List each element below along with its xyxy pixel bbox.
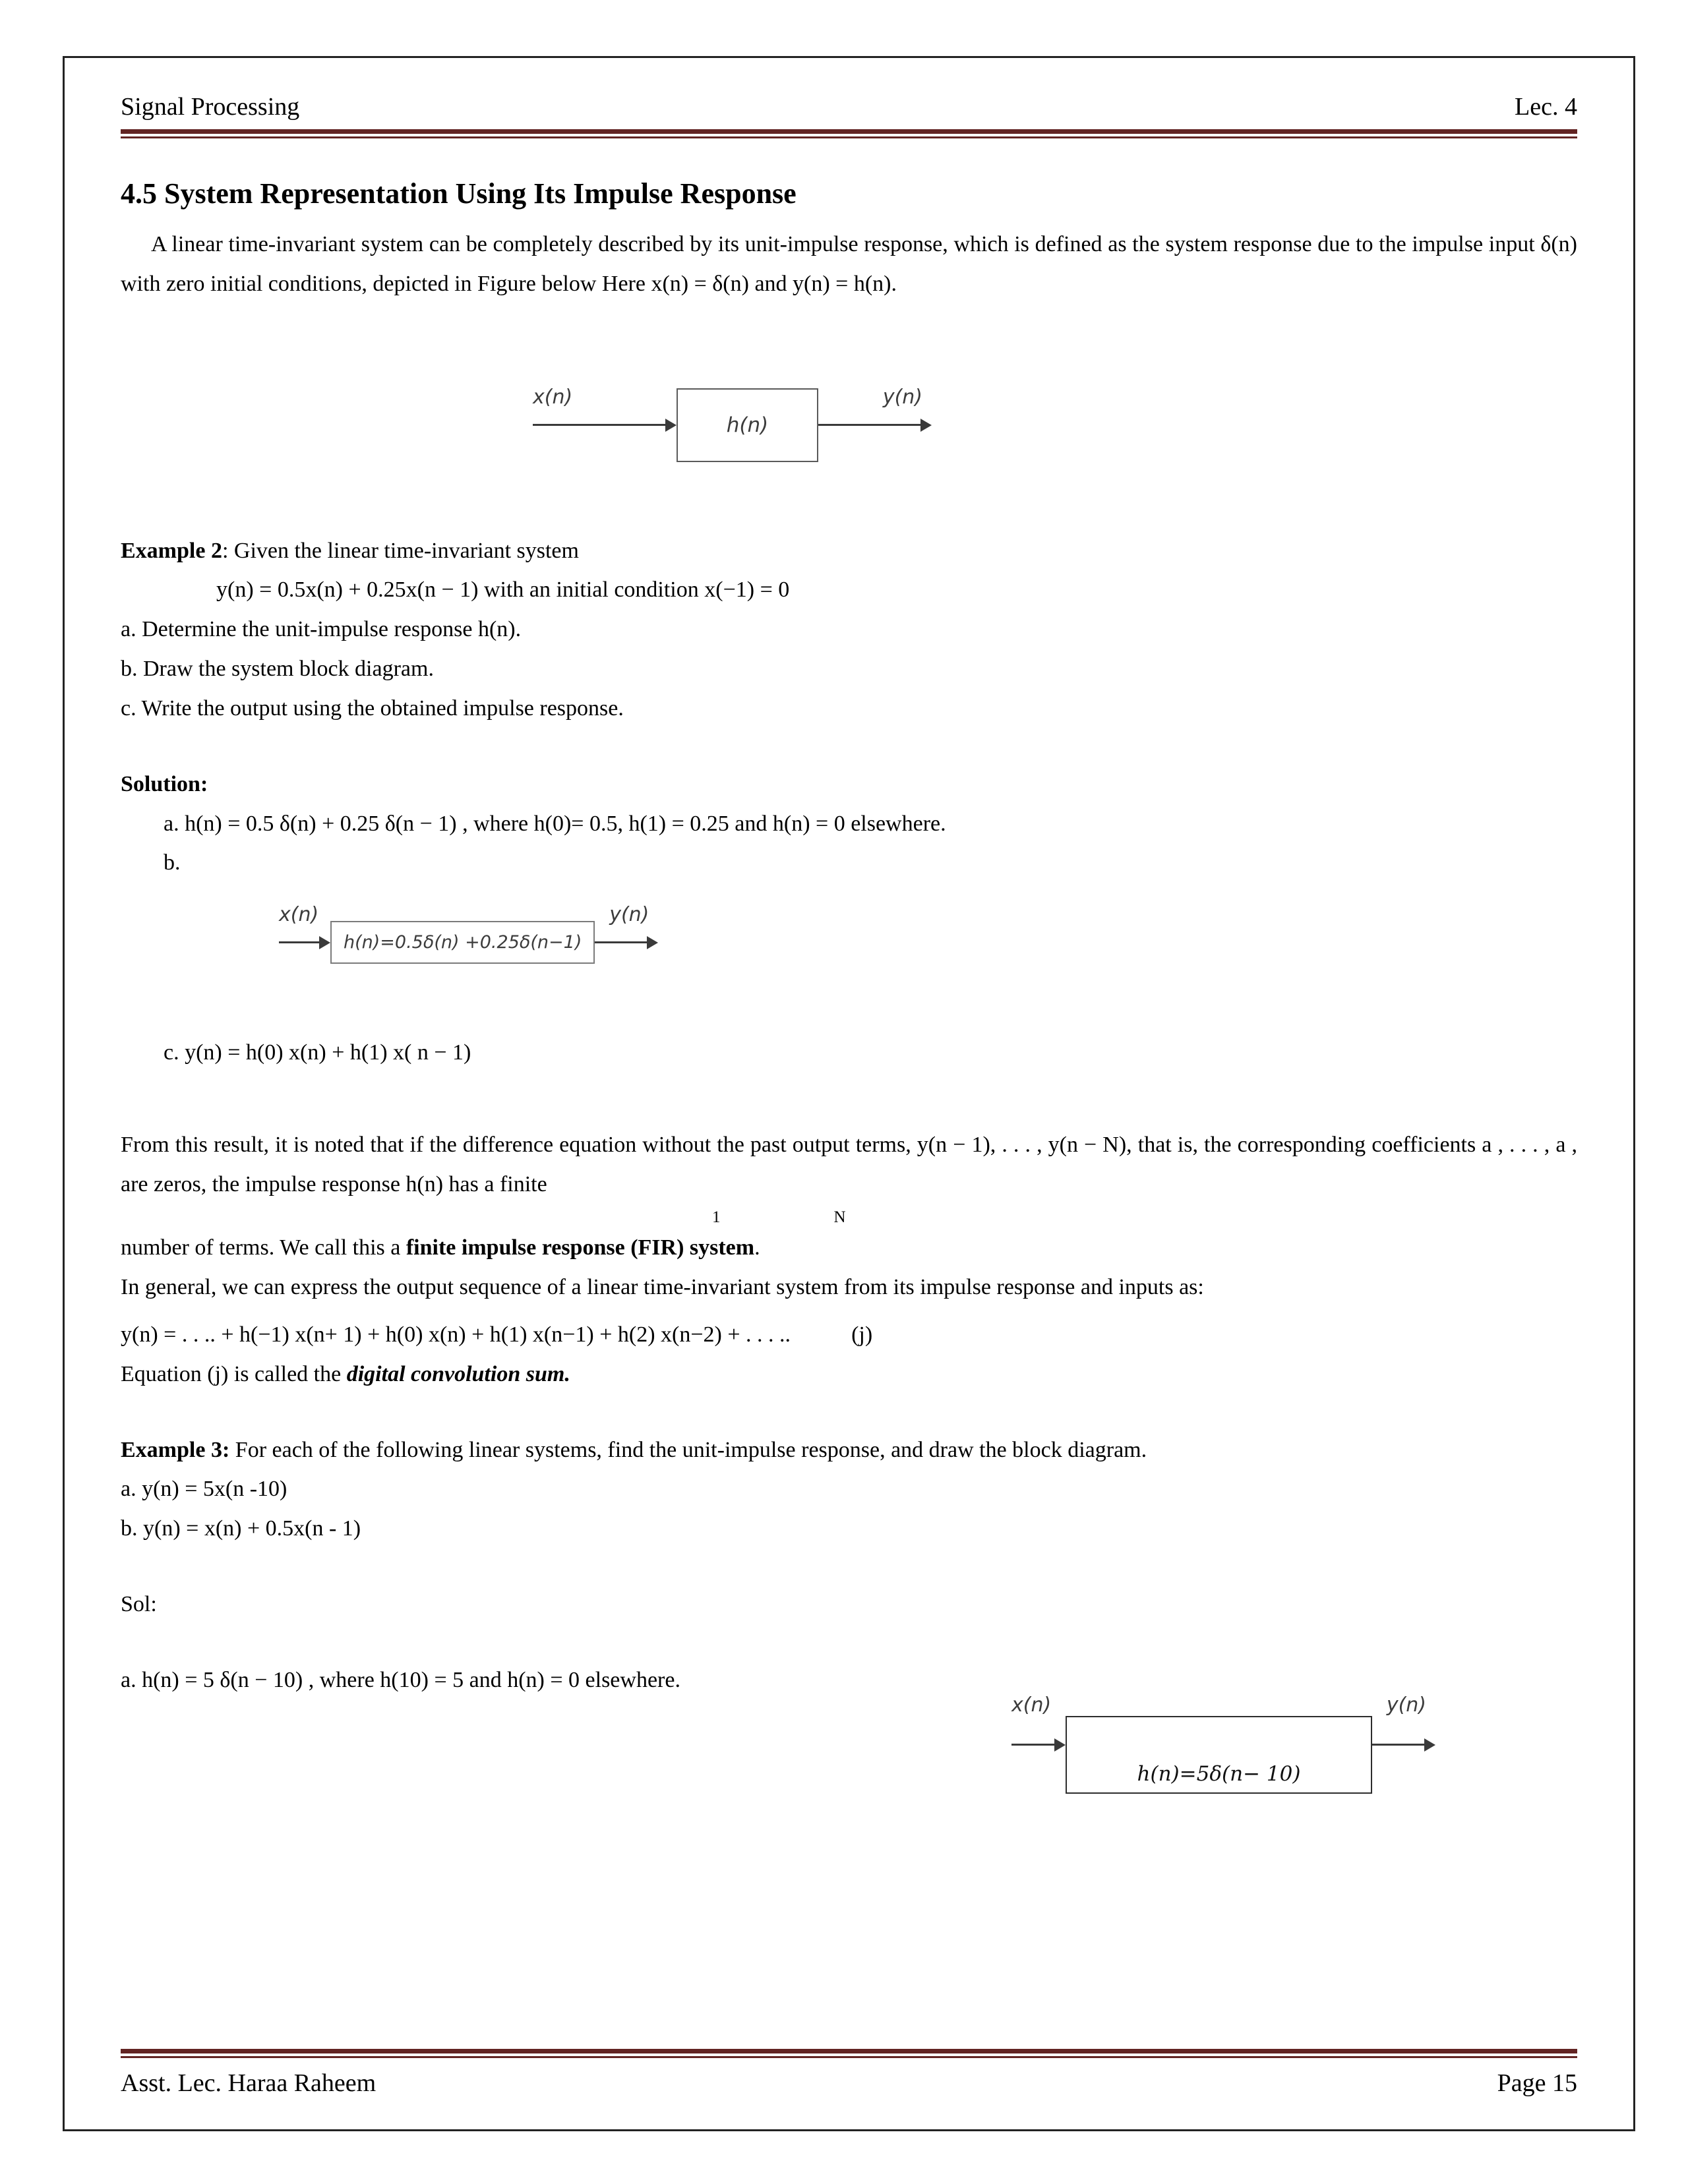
digital-convolution-sum-term: digital convolution sum. xyxy=(346,1361,570,1386)
example2-equation: y(n) = 0.5x(n) + 0.25x(n − 1) with an initial condition x(−1) = 0 xyxy=(216,577,790,603)
page-header xyxy=(121,92,1577,121)
arrow-head xyxy=(1054,1738,1066,1752)
fig1-system-box xyxy=(677,388,818,462)
fir-continued-post: . xyxy=(754,1235,760,1260)
arrow-head xyxy=(319,936,330,949)
convolution-equation: y(n) = . . .. + h(−1) x(n+ 1) + h(0) x(n) + h(1) x(n−1) + h(2) x(n−2) + . . . .. xyxy=(121,1322,791,1347)
fig1-input-group xyxy=(533,385,677,432)
solution-heading: Solution: xyxy=(121,771,208,796)
example2-item-c: c. Write the output using the obtained impulse response. xyxy=(121,695,624,721)
header-lecture-number: Lec. 4 xyxy=(1515,93,1577,121)
equation-called-line xyxy=(121,1355,1577,1394)
arrow-line xyxy=(533,424,665,426)
example3-sol-label: Sol: xyxy=(121,1592,157,1617)
example3-heading xyxy=(121,1431,1577,1470)
section-title: 4.5 System Representation Using Its Impulse Response xyxy=(121,177,797,210)
intro-paragraph: A linear time-invariant system can be completely described by its unit-impulse response, which is defined as the system response due to the impulse input δ(n) with zero initial conditions, depicted in Figure below Here x(n) = δ(n) and y(n) = h(n). xyxy=(121,232,1577,296)
arrow-right-icon xyxy=(279,936,330,949)
example2-label: Example 2 xyxy=(121,538,222,563)
footer-page-number: Page 15 xyxy=(1497,2069,1577,2097)
page-footer xyxy=(121,2041,1577,2098)
figure-impulse-response-system xyxy=(533,385,1577,462)
fig3-input-label: x(n) xyxy=(1011,1693,1052,1717)
example2-item-b: b. Draw the system block diagram. xyxy=(121,657,434,682)
arrow-right-icon xyxy=(533,419,677,432)
arrow-line xyxy=(595,941,647,943)
fig3-output-group xyxy=(1372,1693,1435,1752)
fig3-system-box xyxy=(1066,1716,1372,1794)
equation-called-pre: Equation (j) is called the xyxy=(121,1361,347,1386)
subscript-N: N xyxy=(833,1208,846,1226)
solution-part-c: c. y(n) = h(0) x(n) + h(1) x( n − 1) xyxy=(164,1040,471,1065)
header-course-title: Signal Processing xyxy=(121,93,300,121)
figure-example2-block-diagram xyxy=(279,902,1577,964)
solution-part-b-label: b. xyxy=(164,850,181,875)
arrow-right-icon xyxy=(1372,1738,1435,1752)
fig2-input-label: x(n) xyxy=(279,902,319,926)
fig1-box-label: h(n) xyxy=(726,413,769,437)
arrow-head xyxy=(920,419,932,432)
solution-part-a: a. h(n) = 0.5 δ(n) + 0.25 δ(n − 1) , where h(0)= 0.5, h(1) = 0.25 and h(n) = 0 elsewhere. xyxy=(164,811,946,836)
arrow-right-icon xyxy=(1011,1738,1066,1752)
arrow-head xyxy=(665,419,677,432)
arrow-head xyxy=(1424,1738,1435,1752)
footer-row xyxy=(121,2069,1577,2098)
fig2-input-group xyxy=(279,902,330,949)
fig3-output-label: y(n) xyxy=(1386,1693,1426,1717)
fig3-input-group xyxy=(1011,1693,1066,1752)
fir-continued-line xyxy=(121,1228,1577,1268)
example3-sol-a: a. h(n) = 5 δ(n − 10) , where h(10) = 5 and h(n) = 0 elsewhere. xyxy=(121,1667,680,1692)
equation-tag: (j) xyxy=(851,1322,873,1347)
rule-thin-line xyxy=(121,136,1577,138)
convolution-equation-line xyxy=(121,1315,1577,1355)
fir-paragraph: From this result, it is noted that if the difference equation without the past output terms, y(n − 1), . . . , y(n − N), that is, the corresponding coefficients a , . . . , a , are zeros, the impulse response h(n) has a finite xyxy=(121,1133,1577,1196)
fig1-output-group xyxy=(818,385,932,432)
fig2-output-group xyxy=(595,902,658,949)
arrow-right-icon xyxy=(595,936,658,949)
example3-item-b: b. y(n) = x(n) + 0.5x(n - 1) xyxy=(121,1516,361,1541)
arrow-head xyxy=(647,936,658,949)
subscript-1: 1 xyxy=(712,1208,721,1226)
fir-system-term: finite impulse response (FIR) system xyxy=(406,1235,755,1260)
fig3-box-label: h(n)=5δ(n− 10) xyxy=(1137,1761,1301,1786)
figure-example3-block-diagram xyxy=(1011,1693,1435,1794)
page-frame xyxy=(63,56,1635,2131)
arrow-line xyxy=(818,424,920,426)
footer-rule xyxy=(121,2049,1577,2058)
general-paragraph: In general, we can express the output sequence of a linear time-invariant system from its impulse response and inputs as: xyxy=(121,1275,1204,1300)
example2-heading-text: : Given the linear time-invariant system xyxy=(222,538,579,563)
fig2-box-label: h(n)=0.5δ(n) +0.25δ(n−1) xyxy=(344,932,582,953)
arrow-line xyxy=(1011,1744,1054,1746)
fig2-output-label: y(n) xyxy=(609,902,649,926)
fig2-system-box xyxy=(330,921,595,964)
example3-heading-text: For each of the following linear systems, find the unit-impulse response, and draw the block diagram. xyxy=(229,1437,1147,1462)
rule-thick-line xyxy=(121,2049,1577,2053)
example2-item-a: a. Determine the unit-impulse response h(n). xyxy=(121,617,522,642)
arrow-line xyxy=(279,941,319,943)
fig1-input-label: x(n) xyxy=(533,385,573,409)
arrow-right-icon xyxy=(818,419,932,432)
rule-thick-line xyxy=(121,129,1577,134)
example2-heading xyxy=(121,531,1577,571)
coefficient-subscripts xyxy=(712,1207,1577,1229)
arrow-line xyxy=(1372,1744,1424,1746)
example3-label: Example 3: xyxy=(121,1437,230,1462)
footer-author: Asst. Lec. Haraa Raheem xyxy=(121,2069,377,2097)
fir-continued-pre: number of terms. We call this a xyxy=(121,1235,406,1260)
fig1-output-label: y(n) xyxy=(882,385,922,409)
example3-item-a: a. y(n) = 5x(n -10) xyxy=(121,1477,287,1502)
rule-thin-line xyxy=(121,2056,1577,2058)
header-rule xyxy=(121,129,1577,138)
